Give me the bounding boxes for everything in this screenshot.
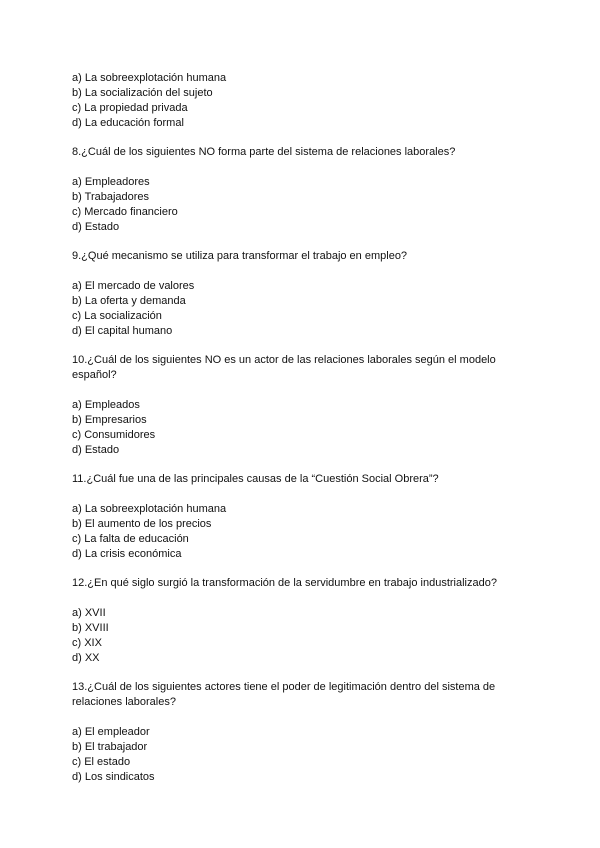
option-c: c) La propiedad privada xyxy=(72,102,188,114)
option-d: d) XX xyxy=(72,652,100,664)
option-c: c) Consumidores xyxy=(72,429,156,441)
option-a: a) Empleados xyxy=(72,399,140,411)
option-a: a) El mercado de valores xyxy=(72,280,195,292)
option-b: b) La oferta y demanda xyxy=(72,295,186,307)
option-c: c) Mercado financiero xyxy=(72,206,178,218)
option-d: d) Estado xyxy=(72,444,120,456)
option-d: d) Los sindicatos xyxy=(72,771,155,783)
option-a: a) La sobreexplotación humana xyxy=(72,72,227,84)
option-b: b) El trabajador xyxy=(72,741,148,753)
intro-options xyxy=(72,71,532,131)
option-d: d) El capital humano xyxy=(72,325,173,337)
option-b: b) Trabajadores xyxy=(72,191,150,203)
question-10-options xyxy=(72,398,532,458)
option-d: d) Estado xyxy=(72,221,120,233)
question-12-options xyxy=(72,606,532,666)
option-b: b) El aumento de los precios xyxy=(72,518,212,530)
option-d: d) La educación formal xyxy=(72,117,184,129)
option-c: c) La socialización xyxy=(72,310,162,322)
option-a: a) XVII xyxy=(72,607,106,619)
option-a: a) El empleador xyxy=(72,726,150,738)
option-c: c) El estado xyxy=(72,756,131,768)
option-c: c) XIX xyxy=(72,637,102,649)
option-a: a) La sobreexplotación humana xyxy=(72,503,227,515)
question-12: 12.¿En qué siglo surgió la transformación de la servidumbre en trabajo industrializado? xyxy=(72,577,497,589)
question-11: 11.¿Cuál fue una de las principales causas de la “Cuestión Social Obrera”? xyxy=(72,473,439,485)
question-11-options xyxy=(72,502,532,562)
option-c: c) La falta de educación xyxy=(72,533,189,545)
option-b: b) La socialización del sujeto xyxy=(72,87,213,99)
option-d: d) La crisis económica xyxy=(72,548,182,560)
question-8-options xyxy=(72,175,532,235)
question-10: 10.¿Cuál de los siguientes NO es un actor de las relaciones laborales según el modelo español? xyxy=(72,354,496,381)
option-b: b) XVIII xyxy=(72,622,109,634)
question-8: 8.¿Cuál de los siguientes NO forma parte del sistema de relaciones laborales? xyxy=(72,146,456,158)
question-9: 9.¿Qué mecanismo se utiliza para transformar el trabajo en empleo? xyxy=(72,250,408,262)
option-a: a) Empleadores xyxy=(72,176,150,188)
question-13-options xyxy=(72,725,532,785)
question-9-options xyxy=(72,279,532,339)
document-page xyxy=(72,71,532,799)
question-13: 13.¿Cuál de los siguientes actores tiene el poder de legitimación dentro del sistema de relaciones laborales? xyxy=(72,681,496,708)
option-b: b) Empresarios xyxy=(72,414,147,426)
